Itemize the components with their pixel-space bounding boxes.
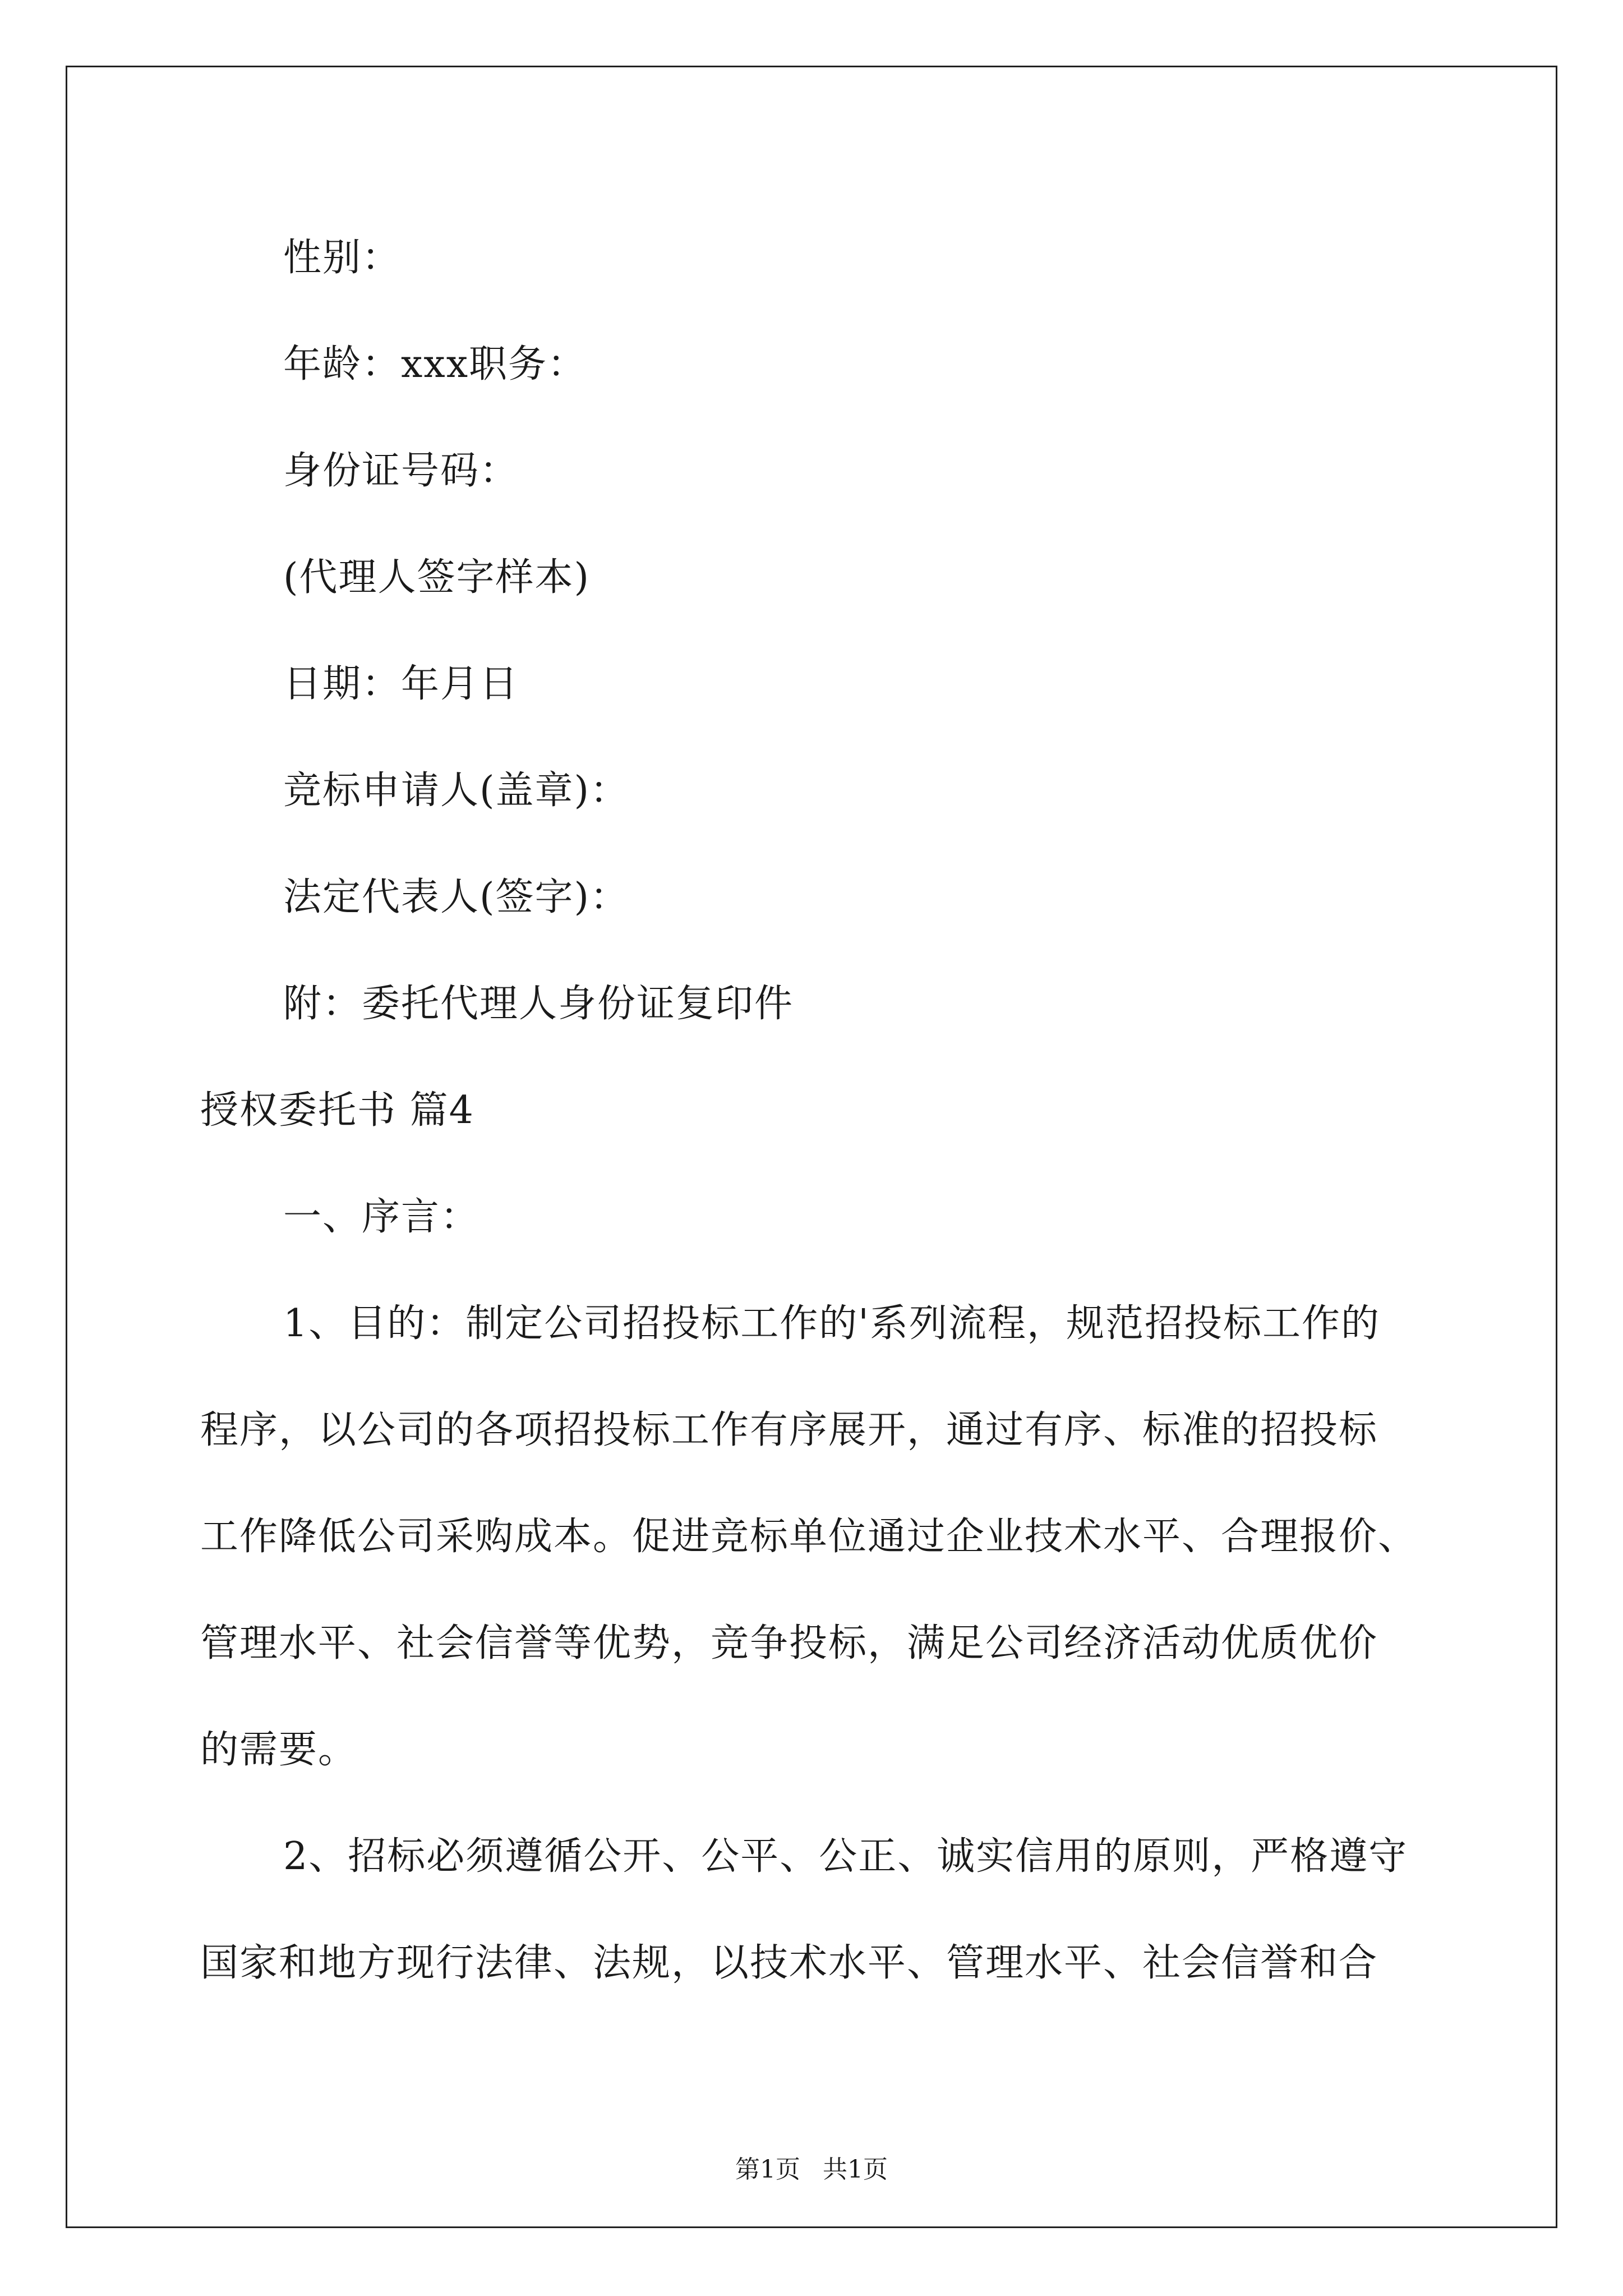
paragraph-line: 国家和地方现行法律、法规，以技术水平、管理水平、社会信誉和合 (200, 1941, 1378, 1985)
page-number: 第1页 (735, 2155, 800, 2184)
field-date: 日期：年月日 (283, 662, 519, 706)
preface-heading: 一、序言： (283, 1195, 480, 1239)
page-total: 共1页 (823, 2155, 888, 2184)
page-frame (66, 66, 1557, 2228)
field-gender: 性别： (283, 236, 402, 280)
paragraph-line: 1、目的：制定公司招投标工作的'系列流程，规范招投标工作的 (283, 1301, 1380, 1346)
paragraph-line: 工作降低公司采购成本。促进竞标单位通过企业技术水平、合理报价、 (200, 1515, 1418, 1559)
paragraph-line: 的需要。 (200, 1728, 358, 1772)
paragraph-line: 管理水平、社会信誉等优势，竞争投标，满足公司经济活动优质优价 (200, 1621, 1378, 1665)
paragraph-line: 程序，以公司的各项招投标工作有序展开，通过有序、标准的招投标 (200, 1408, 1378, 1452)
attachment-note: 附：委托代理人身份证复印件 (283, 982, 794, 1026)
section-heading: 授权委托书 篇4 (200, 1088, 474, 1133)
page-footer (67, 2154, 1556, 2185)
field-id-number: 身份证号码： (283, 449, 519, 493)
field-signature-sample: (代理人签字样本) (283, 555, 591, 600)
field-age-position: 年龄：xxx职务： (283, 342, 587, 386)
document-body (67, 67, 1556, 2226)
field-legal-rep-signature: 法定代表人(签字)： (283, 875, 630, 919)
field-applicant-seal: 竞标申请人(盖章)： (283, 769, 630, 813)
paragraph-line: 2、招标必须遵循公开、公平、公正、诚实信用的原则，严格遵守 (283, 1834, 1408, 1879)
